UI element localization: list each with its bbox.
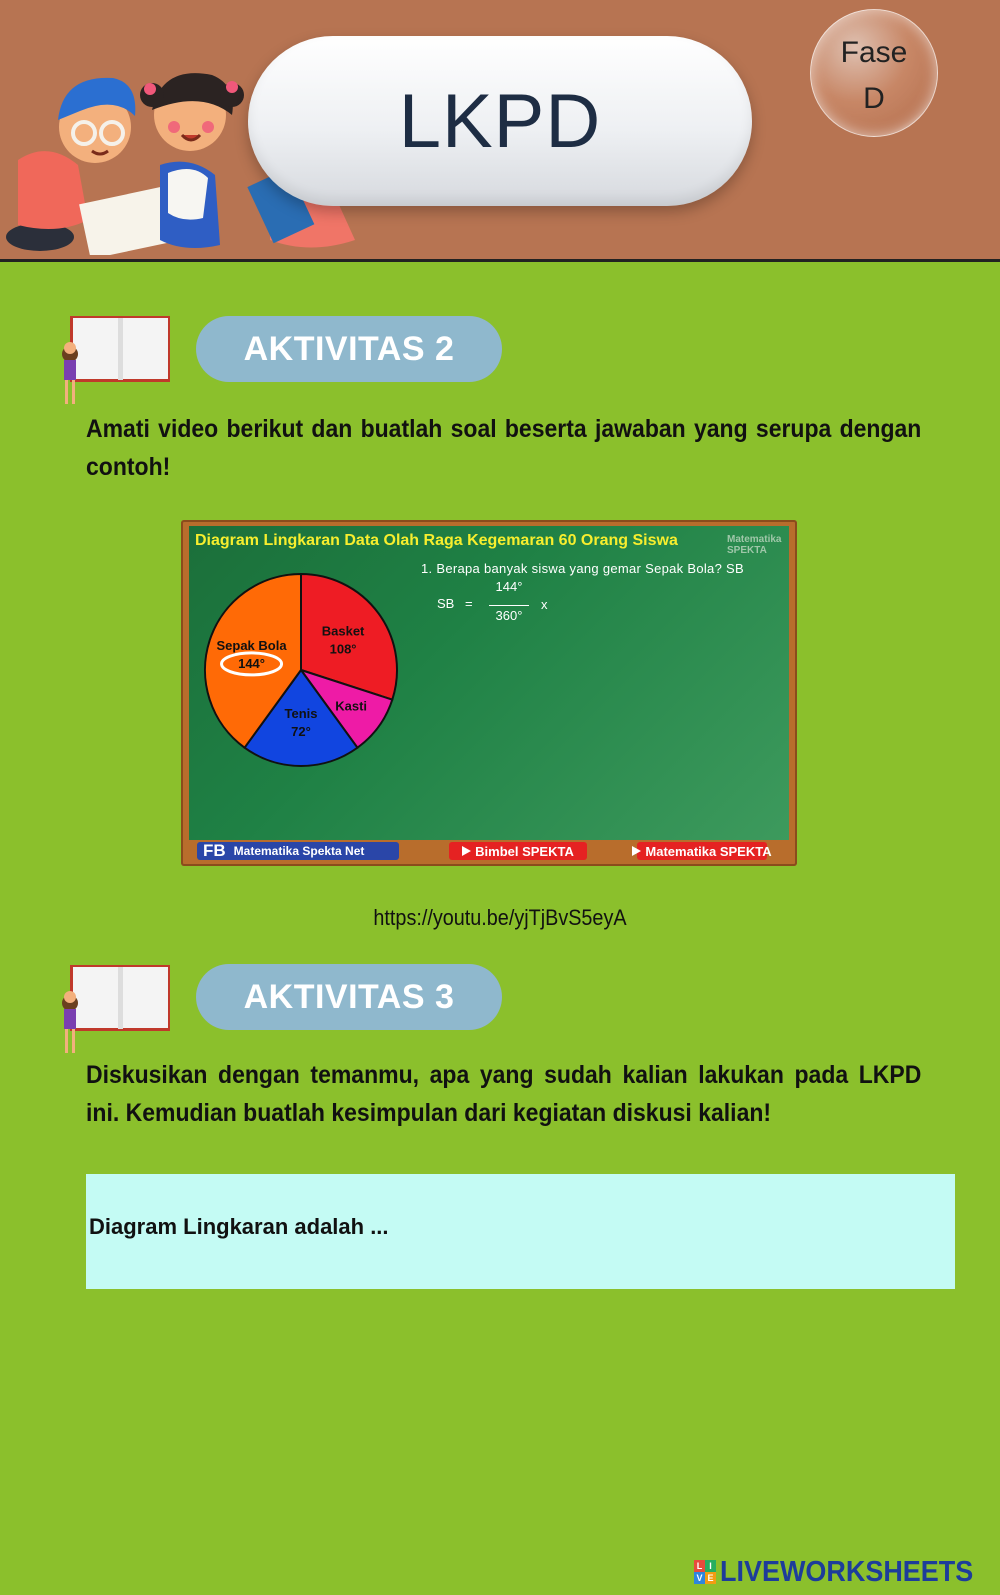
pie-label-sepak-bola: Sepak Bola	[216, 637, 287, 653]
footer-facebook-text: Matematika Spekta Net	[233, 844, 365, 858]
footer-bimbel	[449, 842, 587, 860]
mark-letter-l: L	[694, 1560, 705, 1572]
pie-chart	[201, 572, 401, 772]
fase-line-1: Fase	[840, 36, 908, 69]
header-banner	[0, 0, 1000, 262]
watermark-line-1: Matematika	[727, 534, 782, 545]
footer-bimbel-text: Bimbel SPEKTA	[475, 843, 574, 859]
open-book-icon	[52, 314, 172, 414]
answer-prompt: Diagram Lingkaran adalah ...	[89, 1214, 389, 1239]
chalkboard	[189, 526, 789, 840]
pie-label-basket: Basket	[321, 623, 365, 639]
formula-lhs: SB	[437, 596, 455, 611]
activity-2-instruction	[86, 410, 922, 486]
mark-letter-i: I	[705, 1560, 716, 1572]
activity-3-instruction-text: Diskusikan dengan temanmu, apa yang sudah kalian lakukan pada LKPD ini. Kemudian buatlah kesimpulan dari kegiatan diskusi kalian!	[86, 1061, 922, 1127]
formula-numerator: 144°	[495, 579, 523, 594]
liveworksheets-text: LIVEWORKSHEETS	[720, 1555, 974, 1588]
liveworksheets-mark-icon	[694, 1560, 716, 1584]
formula-multiply: x	[541, 597, 548, 612]
answer-field[interactable]	[86, 1174, 955, 1289]
video-link[interactable]: https://youtu.be/yjTjBvS5eyA	[373, 905, 627, 930]
footer-channel	[637, 842, 772, 860]
fase-bubble	[810, 9, 938, 137]
pie-value-sepak-bola: 144°	[238, 655, 265, 671]
formula-equals: =	[465, 596, 473, 611]
video-question: 1. Berapa banyak siswa yang gemar Sepak Bola? SB	[421, 561, 744, 576]
formula-denominator: 360°	[489, 605, 529, 623]
pie-label-kasti: Kasti	[335, 698, 368, 714]
watermark-line-2: SPEKTA	[727, 545, 767, 556]
liveworksheets-logo[interactable]	[694, 1556, 992, 1588]
fase-line-2: D	[863, 82, 885, 115]
play-icon	[462, 846, 471, 856]
title-pill	[248, 36, 752, 206]
mark-letter-e: E	[705, 1572, 716, 1584]
video-watermark	[727, 534, 781, 556]
pie-label-tenis: Tenis	[284, 706, 318, 721]
fase-label	[811, 30, 937, 122]
activity-3-instruction	[86, 1056, 922, 1132]
video-title: Diagram Lingkaran Data Olah Raga Kegemaran 60 Orang Siswa	[195, 532, 678, 549]
footer-channel-text: Matematika SPEKTA	[645, 843, 772, 859]
pie-value-basket: 108°	[329, 641, 357, 657]
facebook-icon: FB	[203, 841, 226, 860]
mark-letter-v: V	[694, 1572, 705, 1584]
page-title: LKPD	[398, 78, 602, 164]
video-thumbnail[interactable]	[181, 520, 797, 866]
pie-value-tenis: 72°	[291, 724, 311, 739]
activity-3-label: AKTIVITAS 3	[196, 964, 502, 1030]
play-icon	[632, 846, 641, 856]
open-book-icon	[52, 963, 172, 1063]
footer-facebook	[197, 842, 399, 860]
activity-2-instruction-text: Amati video berikut dan buatlah soal beserta jawaban yang serupa dengan contoh!	[86, 415, 922, 481]
activity-2-label: AKTIVITAS 2	[196, 316, 502, 382]
